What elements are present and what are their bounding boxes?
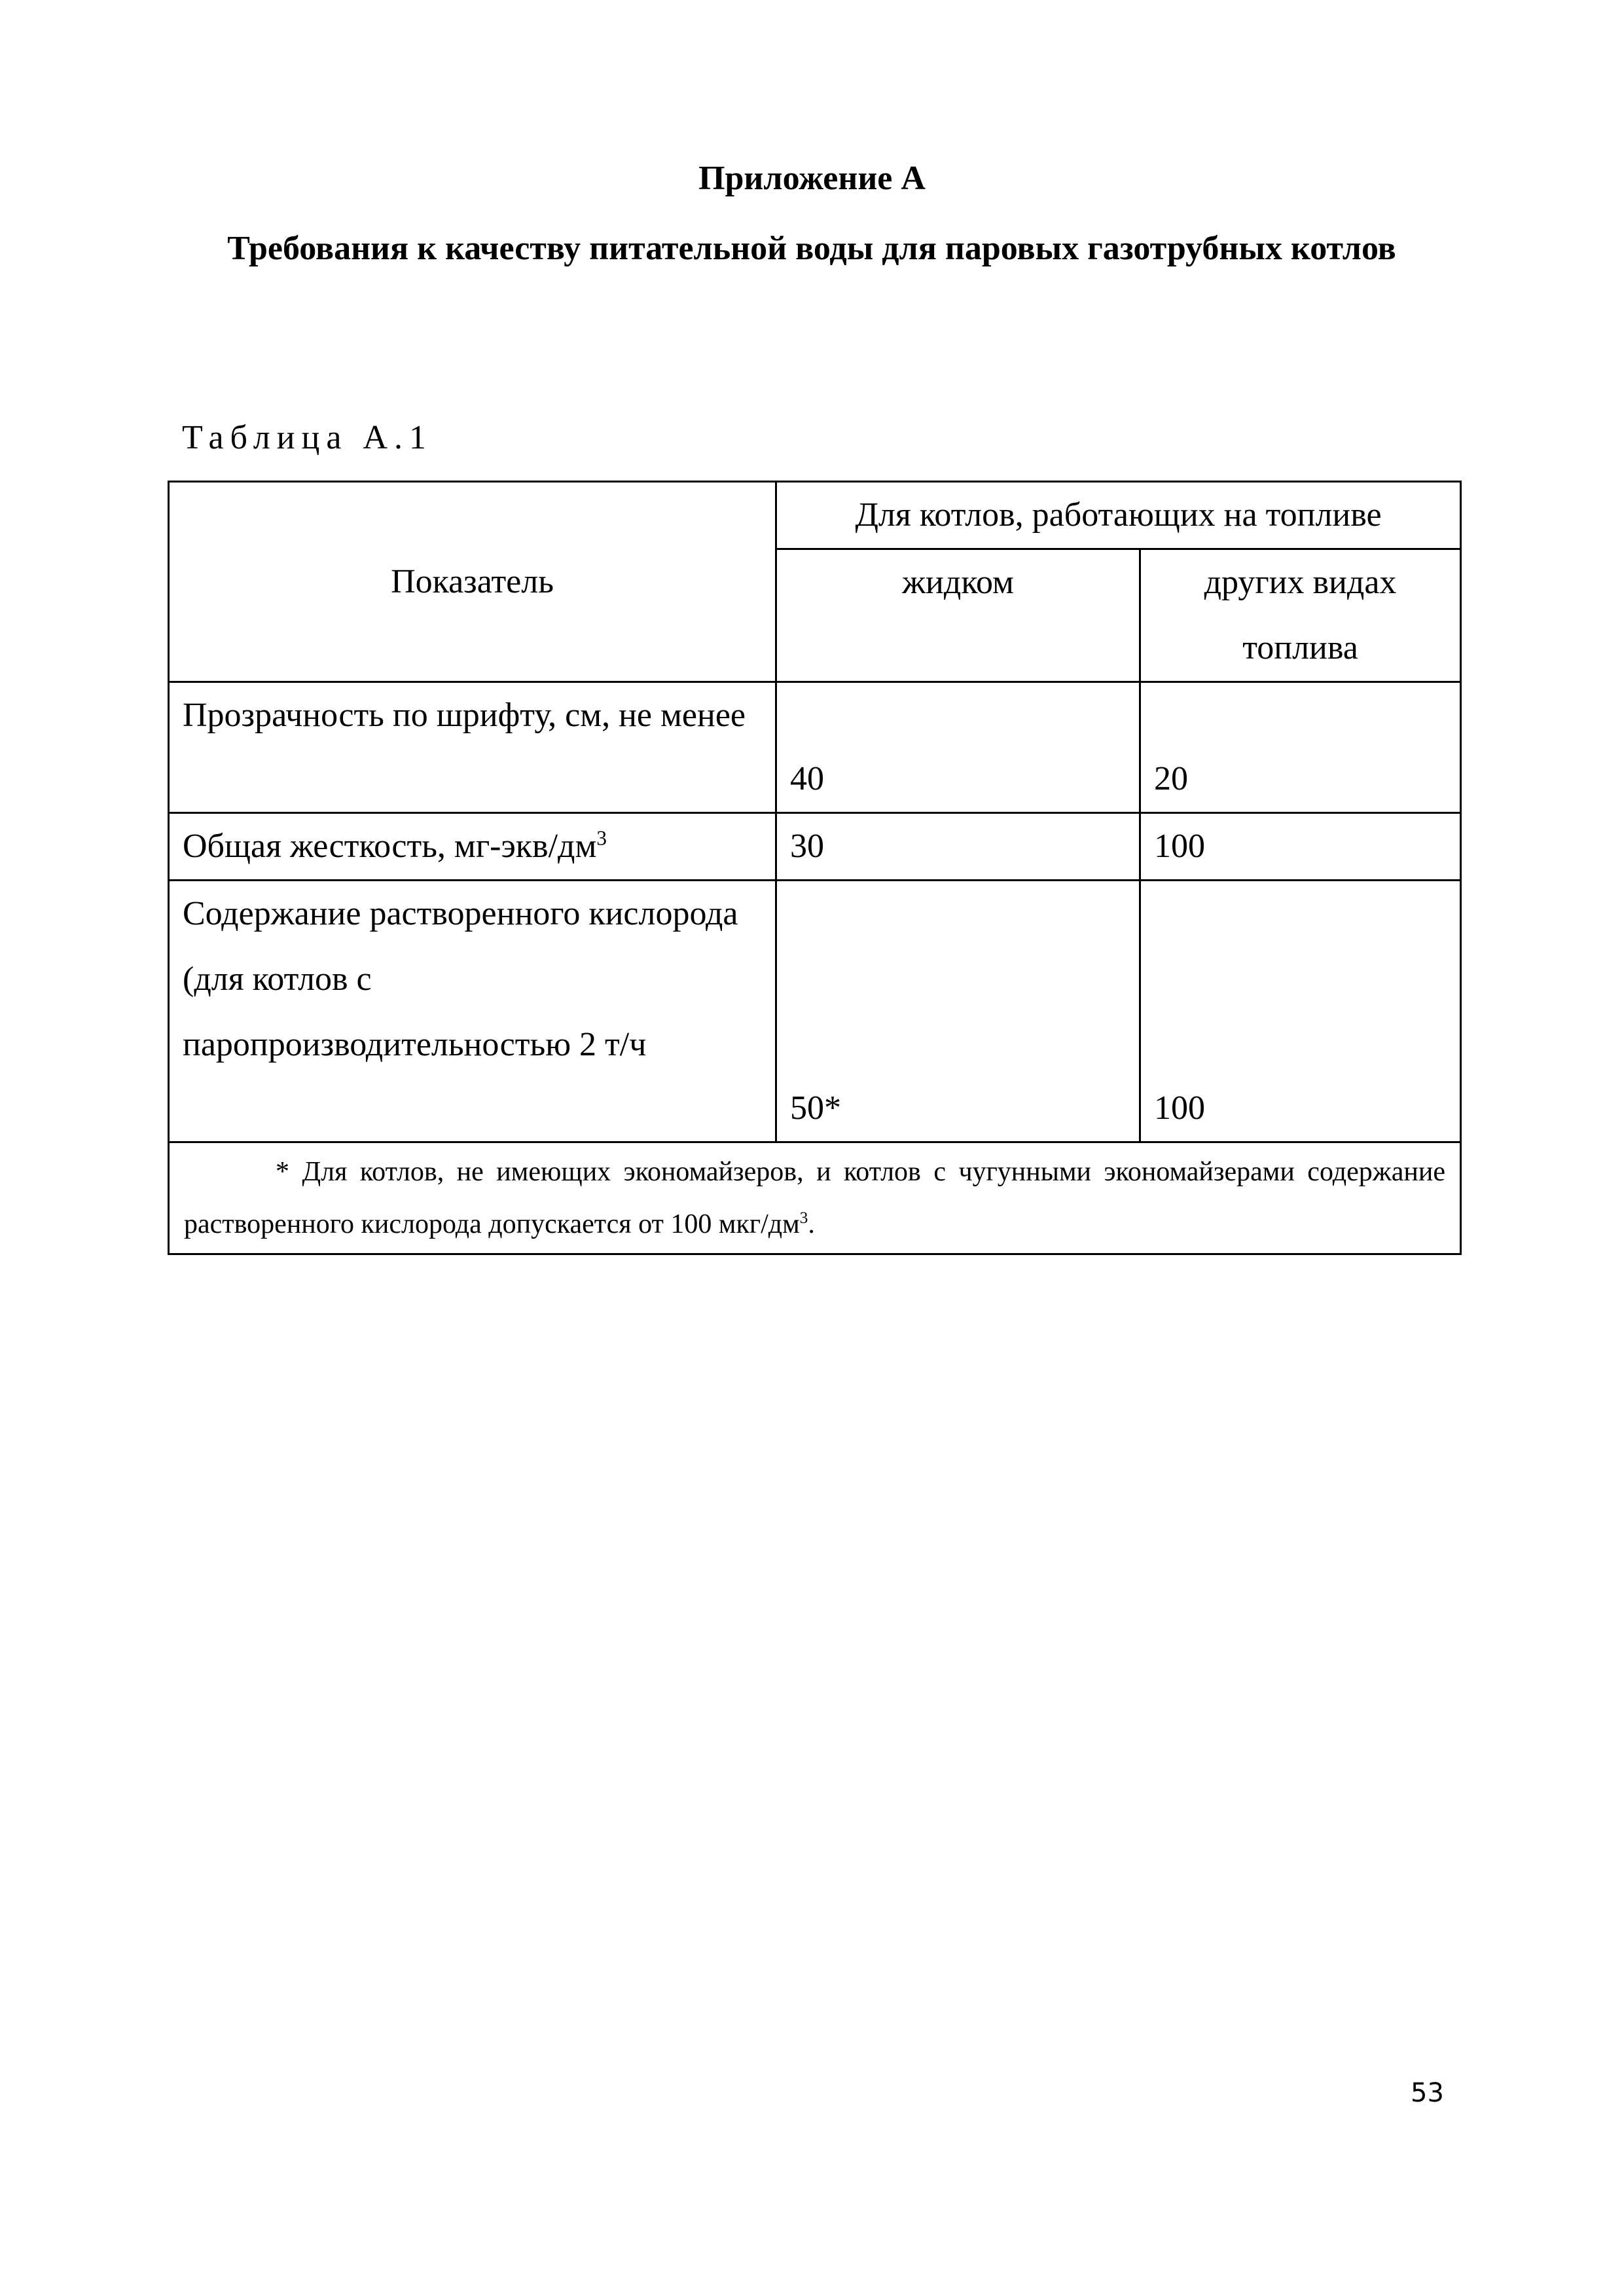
footnote-text [184, 1146, 1445, 1250]
table-row [169, 682, 1461, 813]
row-indicator-superscript: 3 [596, 826, 607, 850]
header-fuel-group: Для котлов, работающих на топливе [776, 482, 1461, 549]
footnote-superscript: 3 [799, 1209, 808, 1227]
row-value-liquid: 40 [776, 682, 1140, 813]
table-caption: Таблица А.1 [182, 419, 433, 456]
table-row [169, 881, 1461, 1142]
appendix-heading: Требования к качеству питательной воды для паровых газотрубных котлов [227, 230, 1396, 267]
row-value-other: 100 [1140, 881, 1461, 1142]
water-quality-table [168, 481, 1462, 1255]
row-value-other: 20 [1140, 682, 1461, 813]
row-value-liquid: 50* [776, 881, 1140, 1142]
footnote-body: * Для котлов, не имеющих экономайзеров, и котлов с чугунными экономайзерами содержание растворенного кислорода допускается от 100 мкг/дм [184, 1157, 1446, 1239]
row-indicator-text: Общая жесткость, мг-экв/дм [183, 828, 597, 865]
table-footnote [169, 1142, 1461, 1254]
table-footnote-row [169, 1142, 1461, 1254]
header-liquid-fuel: жидком [776, 549, 1140, 682]
row-indicator [169, 813, 776, 881]
row-indicator [169, 881, 776, 1142]
appendix-title: Приложение А [698, 160, 926, 197]
row-indicator: Прозрачность по шрифту, см, не менее [169, 682, 776, 813]
row-value-other: 100 [1140, 813, 1461, 881]
header-other-fuel: других видах топлива [1140, 549, 1461, 682]
row-value-liquid: 30 [776, 813, 1140, 881]
header-indicator: Показатель [169, 482, 776, 682]
table-row [169, 813, 1461, 881]
row-indicator-line1: Содержание растворенного кислорода [183, 895, 738, 932]
table-header-row [169, 482, 1461, 549]
row-indicator-line2: (для котлов с паропроизводительностью 2 т/ч [183, 960, 647, 1063]
page-number: 53 [1411, 2078, 1444, 2108]
footnote-end: . [808, 1209, 815, 1239]
